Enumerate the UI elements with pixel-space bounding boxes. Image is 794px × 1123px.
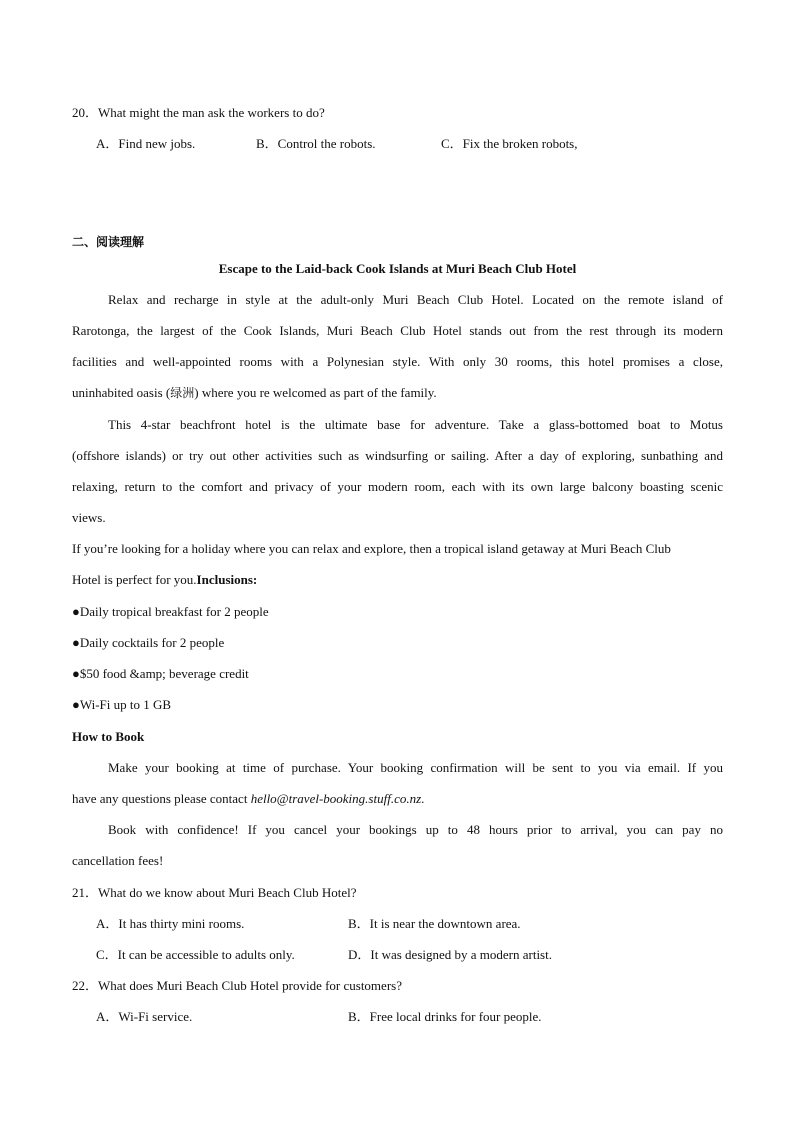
how-to-book-heading: How to Book — [72, 729, 145, 744]
q21-option-d[interactable]: D．It was designed by a modern artist. — [348, 947, 552, 962]
p1-line-4 — [72, 385, 437, 401]
q22-option-a[interactable]: A．Wi-Fi service. — [96, 1009, 193, 1024]
q21-option-a[interactable]: A．It has thirty mini rooms. — [96, 916, 245, 931]
q20-option-c[interactable]: C．Fix the broken robots, — [441, 136, 578, 151]
p4-line-2-a: have any questions please contact — [72, 791, 251, 806]
q21-stem: 21．What do we know about Muri Beach Club Hotel? — [72, 885, 357, 900]
p4-line-2-b: . — [421, 791, 425, 806]
q20-option-a[interactable]: A．Find new jobs. — [96, 136, 196, 151]
p1-line-4-cjk: 绿洲 — [170, 386, 195, 400]
inclusion-item: ●$50 food &amp; beverage credit — [72, 666, 249, 681]
p2-line-4: views. — [72, 510, 106, 525]
p3-line-2 — [72, 572, 257, 588]
p1-line-2: Rarotonga, the largest of the Cook Islands, Muri Beach Club Hotel stands out from the rest through its modern — [72, 323, 723, 338]
contact-email-link[interactable]: hello@travel-booking.stuff.co.nz — [250, 791, 422, 806]
section-heading: 二、阅读理解 — [72, 235, 145, 249]
inclusion-item: ●Daily tropical breakfast for 2 people — [72, 604, 269, 619]
p4-line-1: Make your booking at time of purchase. Your booking confirmation will be sent to you via email. If you — [108, 760, 723, 775]
p1-line-4-b: ) where you re welcomed as part of the family. — [194, 385, 437, 400]
inclusions-label: Inclusions: — [196, 572, 258, 587]
p5-line-2: cancellation fees! — [72, 853, 164, 868]
q20-stem: 20．What might the man ask the workers to do? — [72, 105, 325, 120]
p4-line-2 — [72, 791, 424, 807]
p1-line-4-a: uninhabited oasis ( — [72, 385, 171, 400]
p5-line-1: Book with confidence! If you cancel your bookings up to 48 hours prior to arrival, you can pay no — [108, 822, 723, 837]
q20-option-b[interactable]: B．Control the robots. — [256, 136, 376, 151]
inclusion-item: ●Wi-Fi up to 1 GB — [72, 697, 172, 712]
inclusion-item: ●Daily cocktails for 2 people — [72, 635, 225, 650]
p1-line-3: facilities and well-appointed rooms with a Polynesian style. With only 30 rooms, this hotel promises a close, — [72, 354, 723, 369]
p2-line-3: relaxing, return to the comfort and privacy of your modern room, each with its own large balcony boasting scenic — [72, 479, 723, 494]
p1-line-1: Relax and recharge in style at the adult-only Muri Beach Club Hotel. Located on the remote island of — [108, 292, 723, 307]
p3-line-2-text: Hotel is perfect for you. — [72, 572, 197, 587]
p3-line-1: If you’re looking for a holiday where you can relax and explore, then a tropical island getaway at Muri Beach Club — [72, 541, 671, 556]
q22-stem: 22．What does Muri Beach Club Hotel provide for customers? — [72, 978, 402, 993]
q21-option-b[interactable]: B．It is near the downtown area. — [348, 916, 521, 931]
p2-line-2: (offshore islands) or try out other activities such as windsurfing or sailing. After a day of exploring, sunbathing and — [72, 448, 723, 463]
q21-option-c[interactable]: C．It can be accessible to adults only. — [96, 947, 295, 962]
q22-option-b[interactable]: B．Free local drinks for four people. — [348, 1009, 542, 1024]
p2-line-1: This 4-star beachfront hotel is the ultimate base for adventure. Take a glass-bottomed boat to Motus — [108, 417, 723, 432]
passage-title: Escape to the Laid-back Cook Islands at Muri Beach Club Hotel — [218, 261, 577, 276]
